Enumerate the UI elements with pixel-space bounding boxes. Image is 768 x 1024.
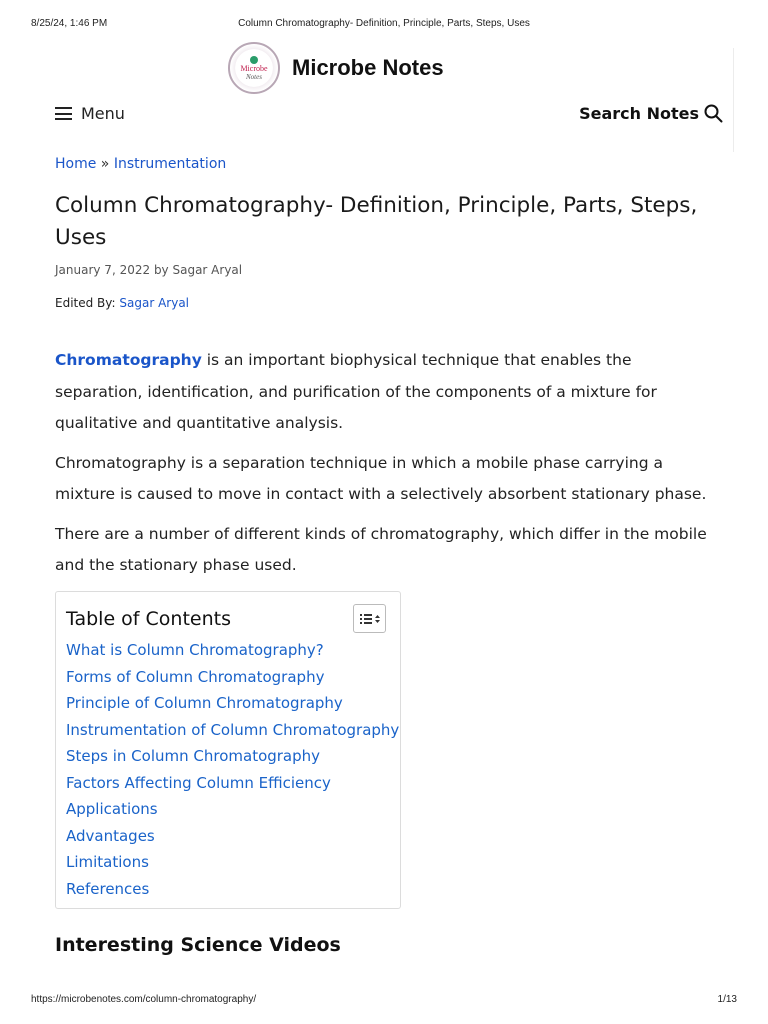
- paragraph-2: Chromatography is a separation technique in which a mobile phase carrying a mixture is caused to move in contact with a selectively absorbent stationary phase.: [55, 453, 707, 503]
- edited-by: [55, 296, 189, 310]
- search-notes-button[interactable]: [579, 104, 723, 123]
- toc-item: [66, 717, 399, 744]
- toc-item: [66, 796, 399, 823]
- toc-link-forms[interactable]: Forms of Column Chromatography: [66, 667, 325, 686]
- chromatography-link[interactable]: Chromatography: [55, 351, 202, 369]
- breadcrumb-separator: »: [100, 156, 110, 172]
- toc-title: Table of Contents: [66, 608, 231, 630]
- print-page-title: Column Chromatography- Definition, Principle, Parts, Steps, Uses: [238, 18, 530, 29]
- post-author: Sagar Aryal: [172, 263, 243, 277]
- post-meta: [55, 263, 242, 277]
- logo-dot-icon: [250, 56, 258, 64]
- toc-link-steps[interactable]: Steps in Column Chromatography: [66, 747, 321, 765]
- print-header: [0, 18, 768, 32]
- toc-item: [66, 664, 399, 691]
- paragraph-3: There are a number of different kinds of chromatography, which differ in the mobile and the stationary phase used.: [55, 524, 707, 574]
- print-datetime: 8/25/24, 1:46 PM: [31, 18, 108, 29]
- print-footer: [0, 994, 768, 1008]
- section-heading-videos: Interesting Science Videos: [55, 934, 341, 956]
- print-page-number: 1/13: [717, 994, 737, 1005]
- edited-by-label: Edited By:: [55, 296, 116, 310]
- article-body: [55, 345, 720, 590]
- top-navbar: [55, 104, 723, 130]
- breadcrumb-category-link[interactable]: Instrumentation: [113, 156, 227, 172]
- toc-link-principle[interactable]: Principle of Column Chromatography: [66, 694, 343, 712]
- toc-item: [66, 770, 399, 797]
- site-brand[interactable]: [228, 40, 444, 96]
- toc-item: [66, 690, 399, 717]
- logo-text-primary: Microbe: [240, 63, 268, 73]
- search-icon: [704, 104, 723, 123]
- toc-item: [66, 637, 399, 664]
- toc-item: [66, 743, 399, 770]
- menu-button[interactable]: [55, 104, 125, 123]
- intro-text: is an important biophysical technique that enables the separation, identification, and purification of the components of a mixture for qualitative and quantitative analysis.: [55, 351, 657, 432]
- editor-link[interactable]: Sagar Aryal: [119, 296, 190, 310]
- table-of-contents: [55, 591, 401, 909]
- breadcrumb-home-link[interactable]: Home: [55, 156, 97, 172]
- toc-link-instrumentation[interactable]: Instrumentation of Column Chromatography: [66, 720, 400, 739]
- post-date: January 7, 2022: [55, 263, 151, 277]
- toc-item: [66, 876, 399, 903]
- site-name[interactable]: Microbe Notes: [292, 55, 444, 80]
- toc-link-what-is[interactable]: What is Column Chromatography?: [66, 641, 324, 659]
- hamburger-icon: [55, 107, 72, 120]
- logo-text-secondary: Notes: [246, 72, 262, 81]
- menu-label: Menu: [81, 104, 125, 123]
- post-by: by: [153, 263, 169, 277]
- toc-list: [66, 637, 399, 902]
- toc-toggle-button[interactable]: [353, 604, 386, 633]
- search-notes-label: Search Notes: [579, 104, 699, 123]
- site-logo[interactable]: [228, 42, 280, 94]
- intro-paragraph: [55, 345, 720, 440]
- toc-link-limitations[interactable]: Limitations: [66, 853, 149, 871]
- list-toggle-icon: [359, 612, 381, 626]
- divider-line: [733, 48, 734, 152]
- toc-link-applications[interactable]: Applications: [66, 800, 158, 818]
- breadcrumb: [55, 156, 226, 172]
- page-title: Column Chromatography- Definition, Principle, Parts, Steps, Uses: [55, 193, 698, 250]
- toc-item: [66, 849, 399, 876]
- toc-item: [66, 823, 399, 850]
- toc-link-advantages[interactable]: Advantages: [66, 826, 155, 845]
- toc-link-references[interactable]: References: [66, 879, 150, 898]
- toc-link-factors[interactable]: Factors Affecting Column Efficiency: [66, 773, 331, 792]
- print-url: https://microbenotes.com/column-chromatography/: [31, 994, 257, 1005]
